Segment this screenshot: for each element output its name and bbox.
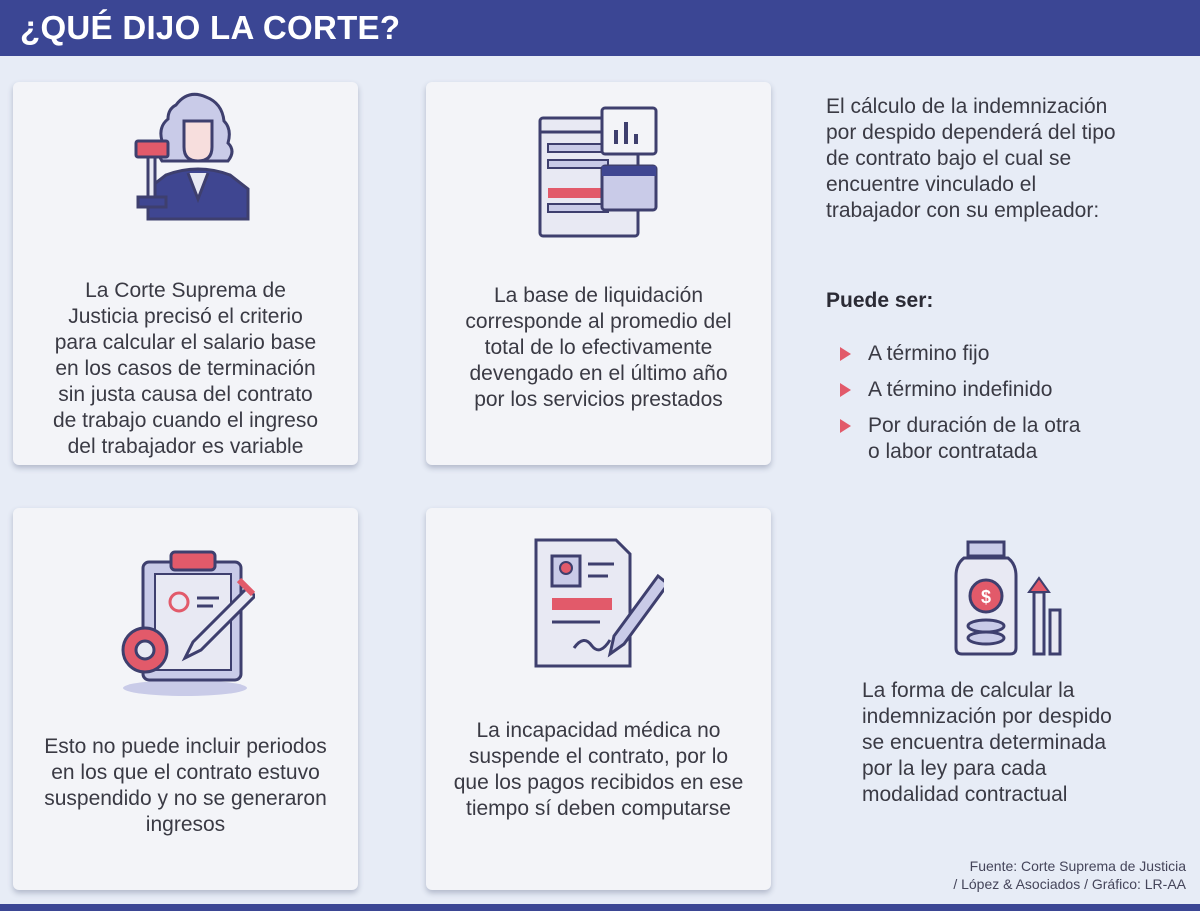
card-corte-suprema — [13, 82, 358, 465]
option-label: A término fijo — [868, 342, 990, 365]
card-text: Esto no puede incluir periodos en los que el contrato estuvo suspendido y no se generaron ingresos — [44, 735, 327, 836]
triangle-bullet-icon — [840, 347, 851, 361]
documents-chart-icon — [538, 106, 660, 245]
intro-text: El cálculo de la indemnización por despido dependerá del tipo de contrato bajo el cual se encuentre vinculado el trabajador con su empleador: — [826, 95, 1116, 222]
card-text: La base de liquidación corresponde al promedio del total de lo efectivamente devengado en el último año por los servicios prestados — [465, 284, 732, 411]
card-text: La incapacidad médica no suspende el contrato, por lo que los pagos recibidos en ese tiempo sí deben computarse — [453, 719, 744, 820]
option-label: A término indefinido — [868, 378, 1053, 401]
card-periodos-suspendidos — [13, 508, 358, 890]
svg-text:$: $ — [980, 587, 992, 607]
bottom-bar — [0, 904, 1200, 911]
clipboard-gear-pencil-icon — [115, 540, 255, 705]
money-jar-growth-icon — [950, 540, 1075, 665]
contract-signature-icon — [534, 538, 664, 673]
judge-gavel-icon — [126, 87, 251, 227]
forma-text: La forma de calcular la indemnización por despido se encuentra determinada por la ley para cada modalidad contractual — [862, 679, 1112, 806]
page-title: ¿QUÉ DIJO LA CORTE? — [20, 9, 401, 46]
triangle-bullet-icon — [840, 383, 851, 397]
header-bar — [0, 0, 1200, 56]
source-credit: Fuente: Corte Suprema de Justicia / López & Asociados / Gráfico: LR-AA — [953, 858, 1186, 892]
card-text: La Corte Suprema de Justicia precisó el criterio para calcular el salario base en los casos de terminación sin justa causa del contrato de trabajo cuando el ingreso del trabajador es variable — [52, 279, 319, 458]
contract-type-list — [836, 341, 1080, 475]
option-label: Por duración de la otra o labor contratada — [868, 414, 1081, 463]
card-incapacidad-medica — [426, 508, 771, 890]
list-item — [836, 341, 1080, 367]
list-item — [836, 377, 1080, 403]
triangle-bullet-icon — [840, 419, 851, 433]
list-item — [836, 413, 1080, 465]
card-base-liquidacion — [426, 82, 771, 465]
options-heading: Puede ser: — [826, 289, 934, 312]
